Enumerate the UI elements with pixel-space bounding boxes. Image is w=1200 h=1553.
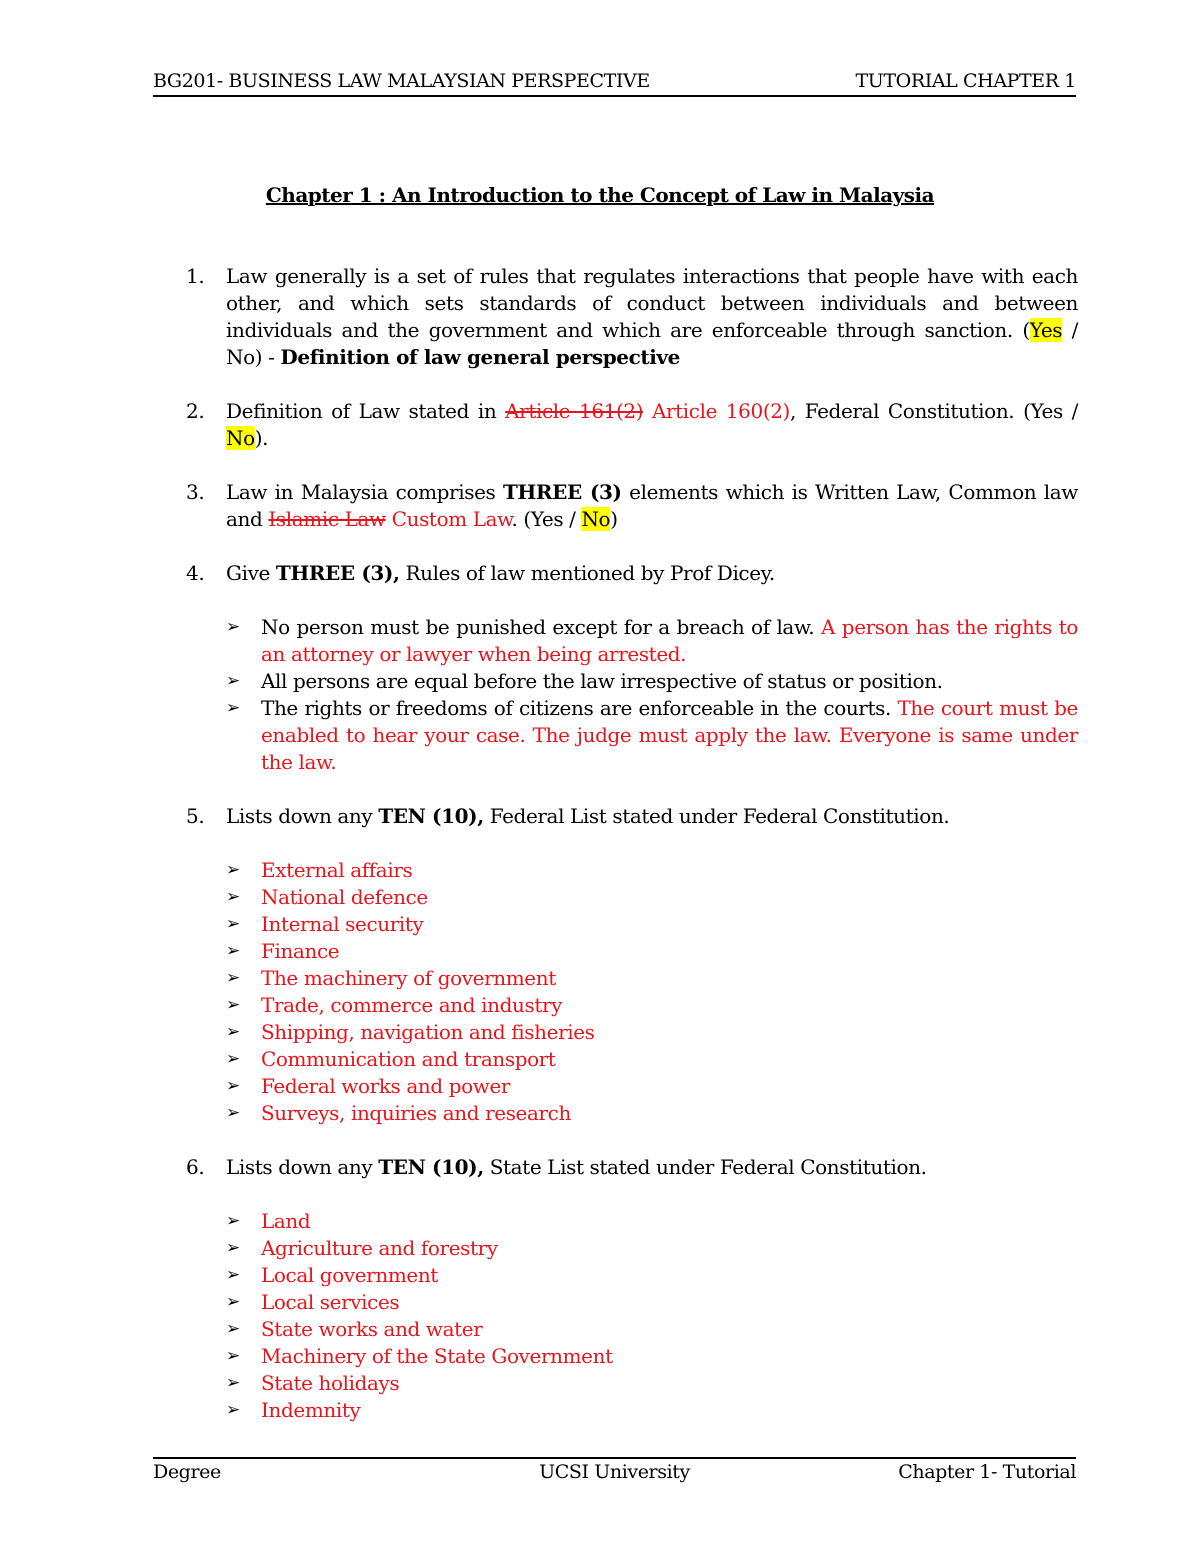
federal-list: [186, 857, 1078, 1127]
list-item: ➢ Finance: [226, 939, 340, 963]
question-1: 1. Law generally is a set of rules that regulates interactions that people have with each other, and which sets standards of conduct between individuals and between individuals and the government and which are enforceable through sanction. (Yes / No) - Definition of law general perspective: [186, 264, 1079, 369]
arrow-bullet-icon: ➢: [226, 860, 240, 880]
list-item: ➢ State works and water: [226, 1317, 483, 1341]
list-item: ➢ Surveys, inquiries and research: [226, 1101, 571, 1125]
arrow-bullet-icon: ➢: [226, 1373, 240, 1393]
arrow-bullet-icon: ➢: [226, 671, 240, 691]
list-item: ➢ Communication and transport: [226, 1047, 556, 1071]
list-item: ➢ Land: [226, 1209, 311, 1233]
question-3: 3. Law in Malaysia comprises THREE (3) elements which is Written Law, Common law and Islamic Law Custom Law. (Yes / No): [186, 480, 1078, 531]
arrow-bullet-icon: ➢: [226, 914, 240, 934]
list-item: ➢ Trade, commerce and industry: [226, 993, 563, 1017]
list-item: ➢ The rights or freedoms of citizens are enforceable in the courts. The court must be enabled to hear your case. The judge must apply the law. Everyone is same under the law.: [226, 696, 1078, 774]
header-chapter-label: TUTORIAL CHAPTER 1: [855, 70, 1076, 92]
list-item: ➢ State holidays: [226, 1371, 400, 1395]
highlighted-answer: Yes: [1029, 318, 1063, 342]
question-5: 5. Lists down any TEN (10), Federal List stated under Federal Constitution.: [186, 804, 950, 828]
list-item: ➢ No person must be punished except for a breach of law. A person has the rights to an attorney or lawyer when being arrested.: [226, 615, 1078, 666]
document-body: [186, 263, 1078, 1424]
list-item: ➢ Machinery of the State Government: [226, 1344, 613, 1368]
arrow-bullet-icon: ➢: [226, 698, 240, 718]
arrow-bullet-icon: ➢: [226, 1238, 240, 1258]
arrow-bullet-icon: ➢: [226, 1022, 240, 1042]
header-rule: [153, 95, 1076, 97]
dicey-rules-list: [186, 614, 1078, 776]
arrow-bullet-icon: ➢: [226, 1076, 240, 1096]
arrow-bullet-icon: ➢: [226, 887, 240, 907]
arrow-bullet-icon: ➢: [226, 1265, 240, 1285]
question-2: 2. Definition of Law stated in Article 161(2) Article 160(2), Federal Constitution. (Yes / No).: [186, 399, 1078, 450]
question-6: 6. Lists down any TEN (10), State List stated under Federal Constitution.: [186, 1155, 927, 1179]
state-list: [186, 1208, 1078, 1424]
question-number: 4.: [186, 561, 205, 585]
arrow-bullet-icon: ➢: [226, 1103, 240, 1123]
list-item: ➢ Indemnity: [226, 1398, 361, 1422]
question-number: 3.: [186, 480, 205, 504]
footer-program: Degree: [153, 1461, 221, 1483]
answer-note: Definition of law general perspective: [280, 345, 680, 369]
page-title: Chapter 1 : An Introduction to the Concept of Law in Malaysia: [265, 183, 935, 207]
highlighted-answer: No: [581, 507, 611, 531]
list-item: ➢ Federal works and power: [226, 1074, 511, 1098]
list-item: ➢ National defence: [226, 885, 428, 909]
correction-text: Custom Law: [391, 507, 512, 531]
list-item: ➢ Agriculture and forestry: [226, 1236, 498, 1260]
list-item: ➢ All persons are equal before the law irrespective of status or position.: [226, 669, 943, 693]
arrow-bullet-icon: ➢: [226, 1319, 240, 1339]
question-number: 1.: [186, 264, 205, 288]
footer-institution: UCSI University: [539, 1461, 690, 1483]
list-item: ➢ The machinery of government: [226, 966, 556, 990]
list-item: ➢ Local services: [226, 1290, 400, 1314]
arrow-bullet-icon: ➢: [226, 995, 240, 1015]
list-item: ➢ Local government: [226, 1263, 438, 1287]
question-number: 6.: [186, 1155, 205, 1179]
arrow-bullet-icon: ➢: [226, 1049, 240, 1069]
arrow-bullet-icon: ➢: [226, 1211, 240, 1231]
list-item: ➢ External affairs: [226, 858, 413, 882]
list-item: ➢ Internal security: [226, 912, 424, 936]
footer-rule: [153, 1457, 1076, 1459]
question-number: 5.: [186, 804, 205, 828]
footer-chapter: Chapter 1- Tutorial: [898, 1461, 1076, 1483]
arrow-bullet-icon: ➢: [226, 1400, 240, 1420]
arrow-bullet-icon: ➢: [226, 968, 240, 988]
correction-text: Article 160(2): [651, 399, 790, 423]
arrow-bullet-icon: ➢: [226, 1346, 240, 1366]
list-item: ➢ Shipping, navigation and fisheries: [226, 1020, 595, 1044]
arrow-bullet-icon: ➢: [226, 617, 240, 637]
arrow-bullet-icon: ➢: [226, 1292, 240, 1312]
question-number: 2.: [186, 399, 205, 423]
header-course-title: BG201- BUSINESS LAW MALAYSIAN PERSPECTIVE: [153, 70, 650, 92]
highlighted-answer: No: [226, 426, 255, 450]
struck-text: Islamic Law: [268, 507, 386, 531]
question-4: 4. Give THREE (3), Rules of law mentioned by Prof Dicey.: [186, 561, 775, 585]
struck-text: Article 161(2): [505, 399, 644, 423]
arrow-bullet-icon: ➢: [226, 941, 240, 961]
